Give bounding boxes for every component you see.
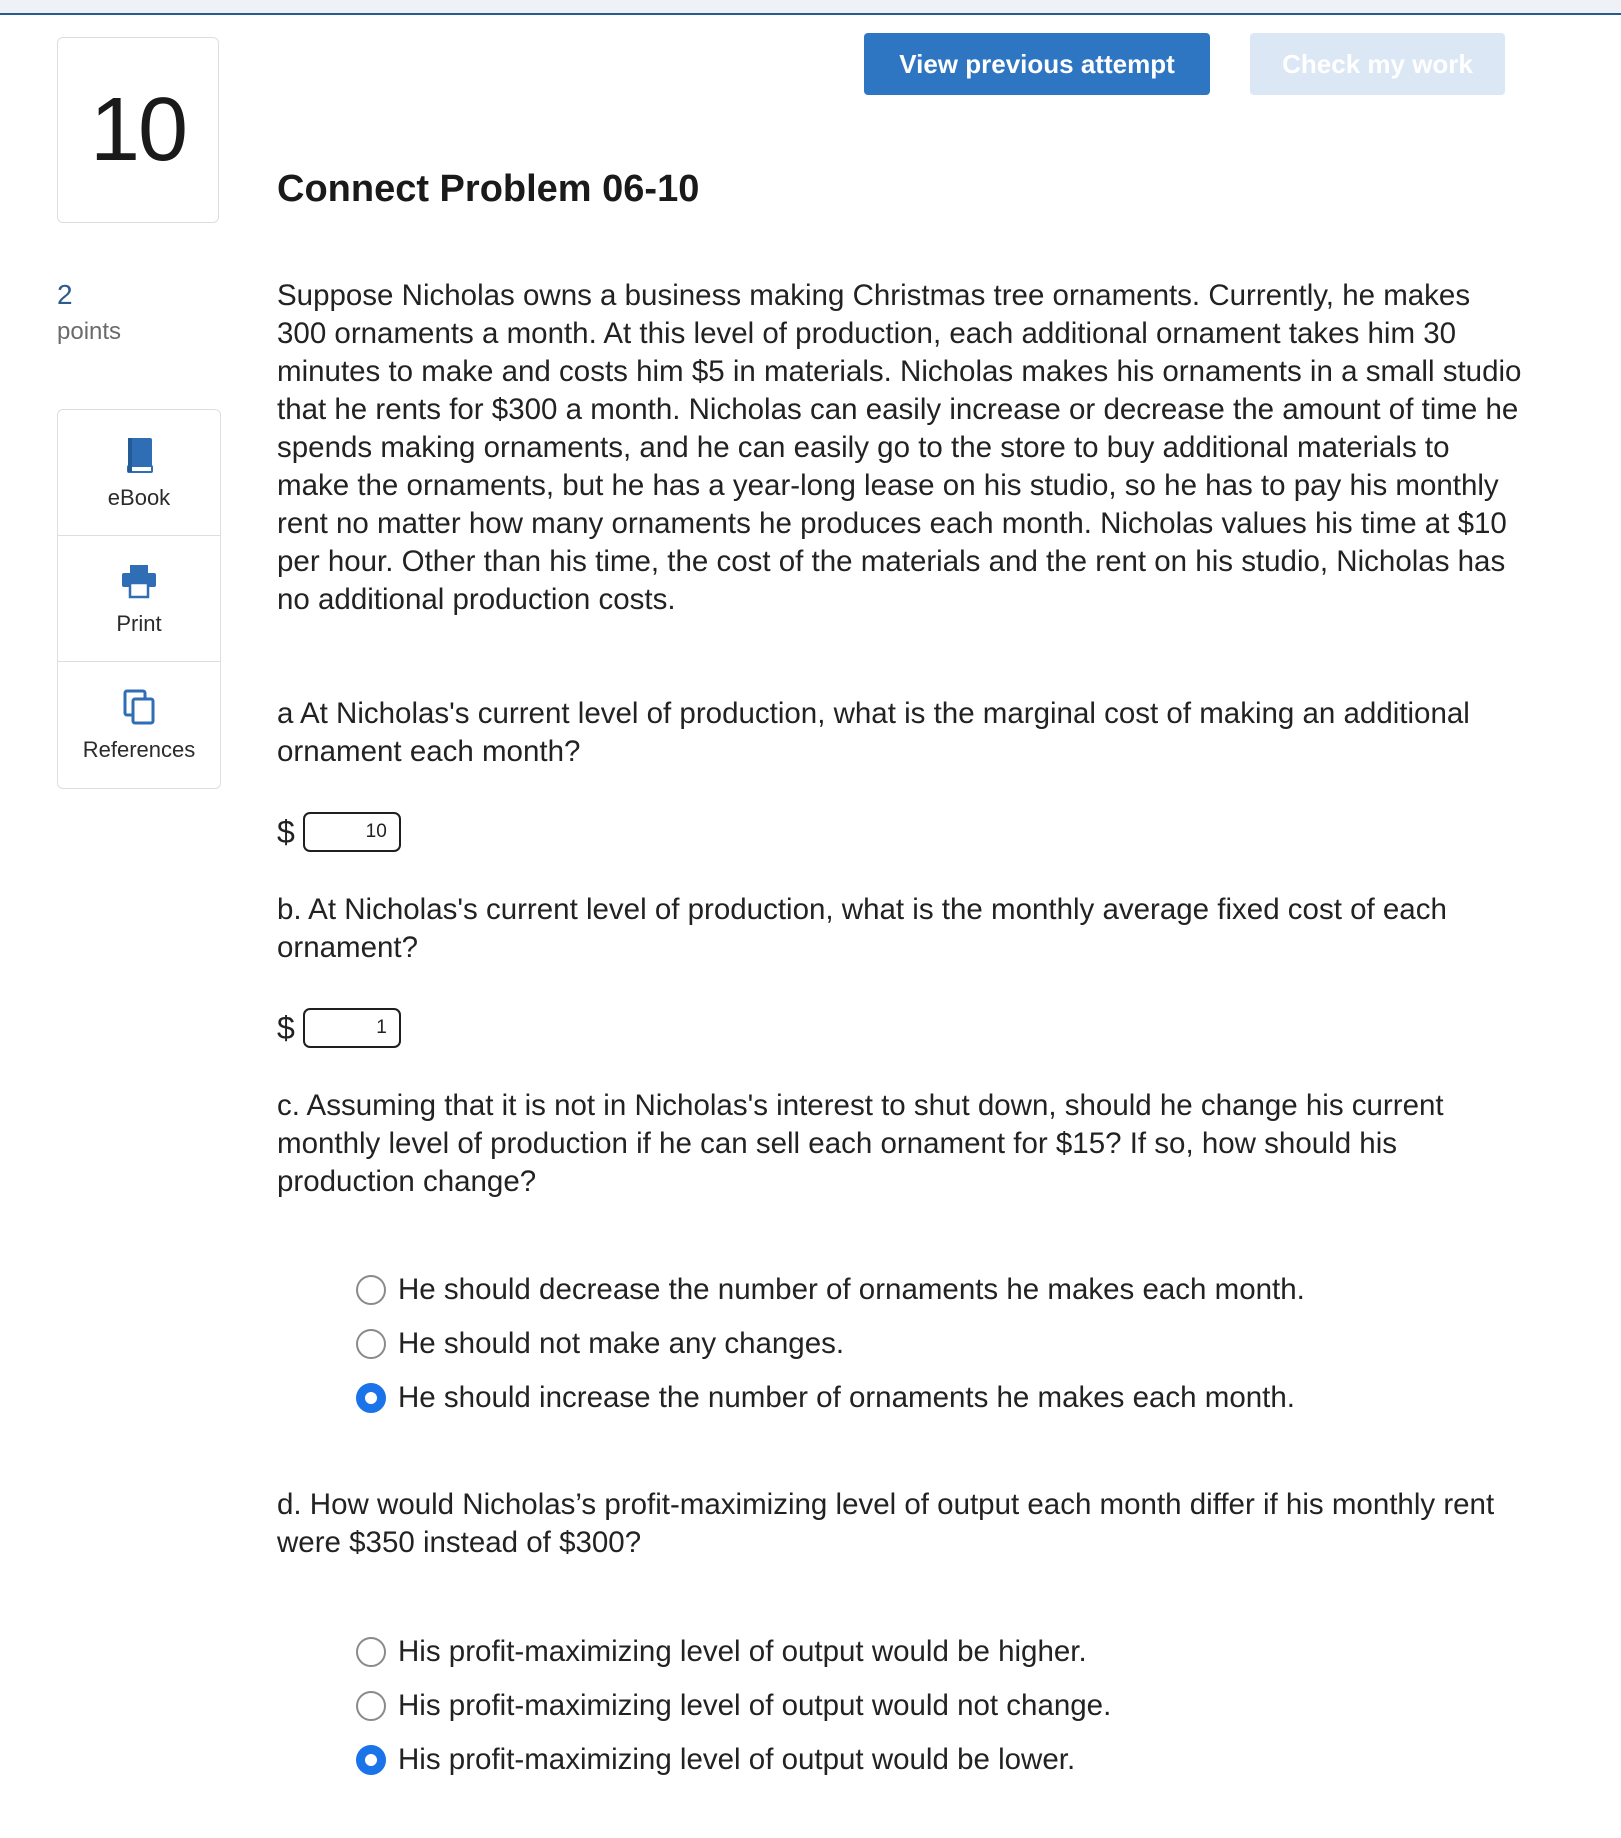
- copy-icon: [119, 687, 159, 727]
- option-label: His profit-maximizing level of output would be higher.: [398, 1635, 1087, 1668]
- part-c-option-increase[interactable]: [356, 1371, 1305, 1425]
- points-value: 2: [57, 279, 73, 310]
- tool-references-label: References: [82, 737, 196, 762]
- part-a-question: a At Nicholas's current level of production, what is the marginal cost of making an additional ornament each month?: [277, 697, 1470, 768]
- check-my-work-button[interactable]: Check my work: [1250, 33, 1505, 95]
- top-border: [0, 0, 1621, 15]
- part-d-question: d. How would Nicholas’s profit-maximizing level of output each month differ if his monthly rent were $350 instead of $300?: [277, 1488, 1495, 1559]
- radio-button[interactable]: [356, 1691, 386, 1721]
- part-a-input[interactable]: 10: [303, 812, 401, 852]
- tool-ebook[interactable]: [58, 410, 220, 536]
- currency-symbol: $: [277, 1009, 295, 1046]
- tools-panel: [57, 409, 221, 789]
- option-label: He should decrease the number of ornaments he makes each month.: [398, 1273, 1305, 1306]
- part-b-input[interactable]: 1: [303, 1008, 401, 1048]
- tool-references[interactable]: [58, 662, 220, 788]
- radio-button[interactable]: [356, 1329, 386, 1359]
- tool-ebook-label: eBook: [107, 484, 171, 510]
- view-previous-attempt-button[interactable]: View previous attempt: [864, 33, 1210, 95]
- part-a-answer: [277, 812, 401, 852]
- option-label: He should increase the number of ornaments he makes each month.: [398, 1381, 1295, 1414]
- question-number-card: [57, 37, 219, 223]
- part-b-question: b. At Nicholas's current level of production, what is the monthly average fixed cost of each ornament?: [277, 893, 1447, 964]
- points-label: points: [57, 318, 122, 345]
- part-d-option-no-change[interactable]: [356, 1679, 1111, 1733]
- tool-print[interactable]: [58, 536, 220, 662]
- printer-icon: [119, 561, 159, 601]
- part-c-option-decrease[interactable]: [356, 1263, 1305, 1317]
- radio-button[interactable]: [356, 1383, 386, 1413]
- part-d-option-lower[interactable]: [356, 1733, 1111, 1787]
- part-c-question: c. Assuming that it is not in Nicholas's interest to shut down, should he change his current monthly level of production if he can sell each ornament for $15? If so, how should his production change?: [277, 1089, 1444, 1198]
- currency-symbol: $: [277, 813, 295, 850]
- problem-text: Suppose Nicholas owns a business making Christmas tree ornaments. Currently, he makes 300 ornaments a month. At this level of production, each additional ornament takes him 30 minutes to make and costs him $5 in materials. Nicholas makes his ornaments in a small studio that he rents for $300 a month. Nicholas can easily increase or decrease the amount of time he spends making ornaments, and he can easily go to the store to buy additional materials to make the ornaments, but he has a year-long lease on his studio, so he has to pay his monthly rent no matter how many ornaments he produces each month. Nicholas values his time at $10 per hour. Other than his time, the cost of the materials and the rent on his studio, Nicholas has no additional production costs.: [277, 279, 1522, 616]
- radio-button[interactable]: [356, 1275, 386, 1305]
- option-label: His profit-maximizing level of output would be lower.: [398, 1743, 1076, 1776]
- page-title: Connect Problem 06-10: [277, 168, 700, 210]
- radio-button[interactable]: [356, 1637, 386, 1667]
- option-label: His profit-maximizing level of output would not change.: [398, 1689, 1112, 1722]
- tool-print-label: Print: [116, 610, 162, 636]
- question-number: 10: [89, 79, 187, 180]
- part-d-options: [356, 1625, 1111, 1787]
- radio-button[interactable]: [356, 1745, 386, 1775]
- part-c-option-no-change[interactable]: [356, 1317, 1305, 1371]
- option-label: He should not make any changes.: [398, 1327, 845, 1360]
- part-b-answer: [277, 1008, 401, 1048]
- part-d-option-higher[interactable]: [356, 1625, 1111, 1679]
- book-icon: [119, 435, 159, 475]
- part-c-options: [356, 1263, 1305, 1425]
